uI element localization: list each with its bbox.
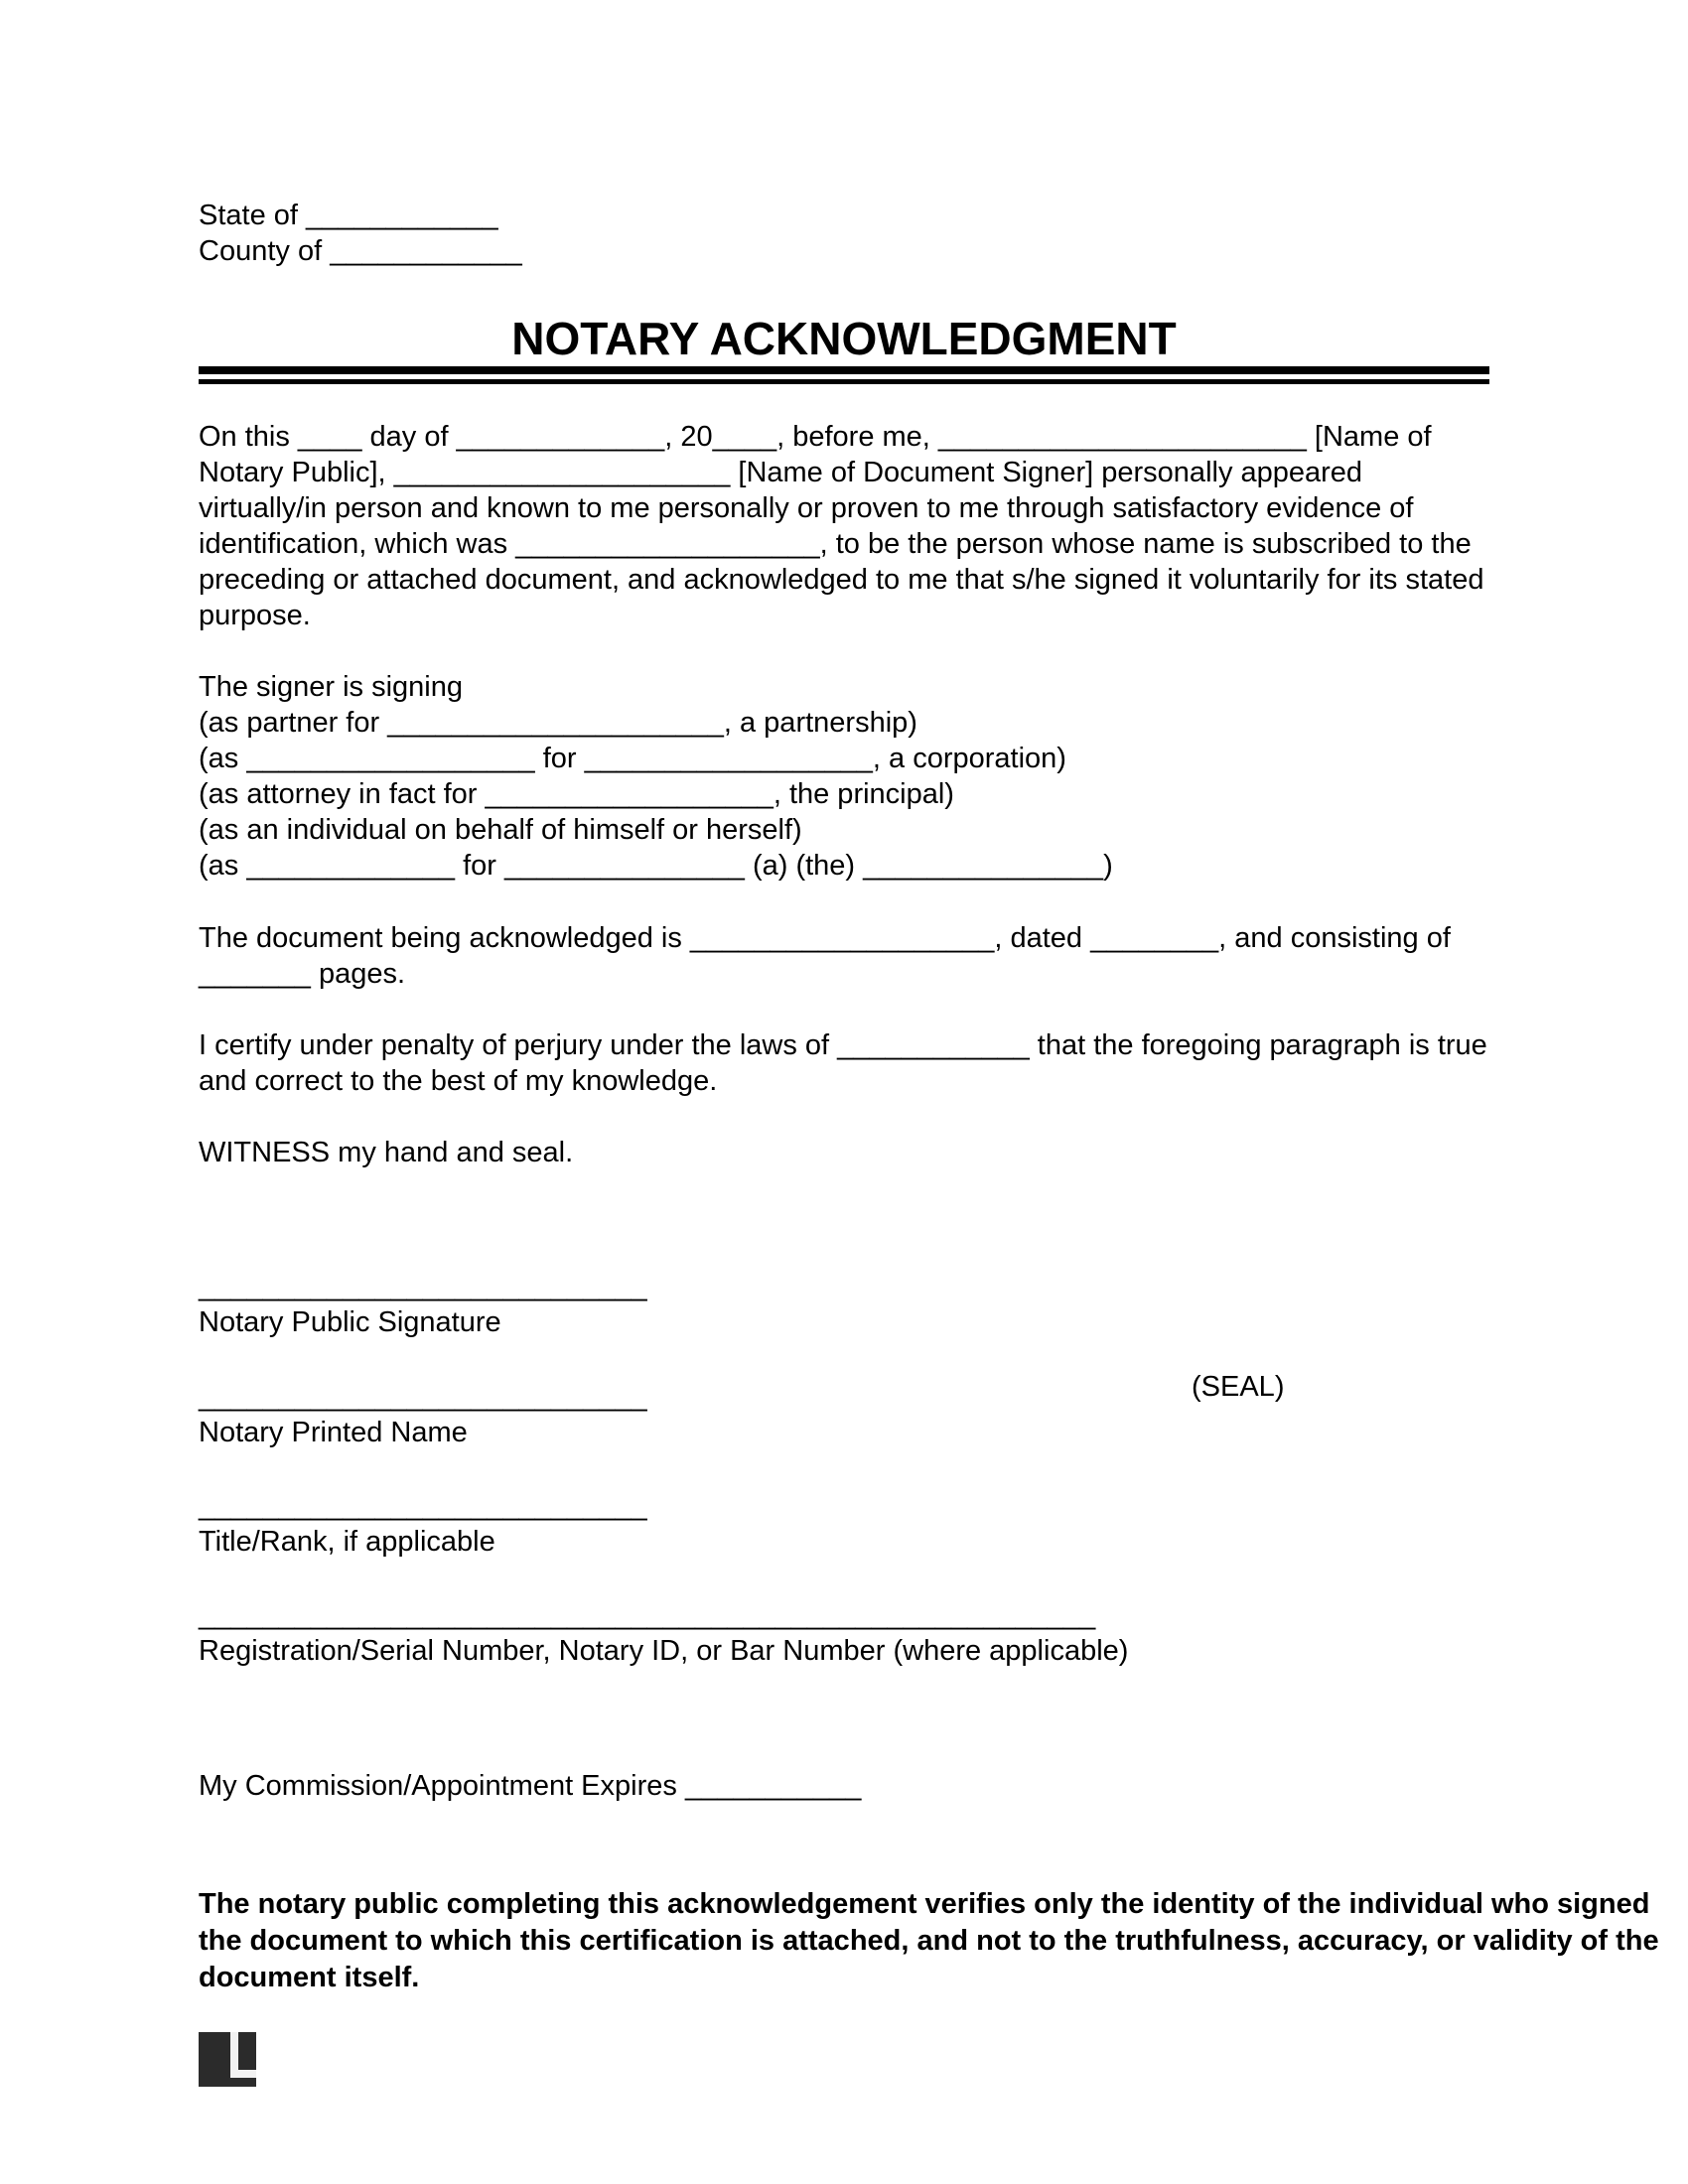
- disclaimer-paragraph: [199, 1886, 1659, 1996]
- registration-number-label: Registration/Serial Number, Notary ID, or Bar Number (where applicable): [199, 1635, 1129, 1667]
- signer-intro: The signer is signing: [199, 671, 463, 703]
- commission-expires-line: [199, 1768, 1489, 1804]
- commission-expires-label: My Commission/Appointment Expires: [199, 1770, 677, 1802]
- signer-option-attorney: (as attorney in fact for __________________, the principal): [199, 778, 954, 810]
- opening-line: identification, which was ___________________, to be the person whose name is subscribed to the: [199, 528, 1472, 560]
- registration-number-line: ________________________________________________________: [199, 1599, 1096, 1631]
- certification-line: and correct to the best of my knowledge.: [199, 1065, 718, 1097]
- opening-line: purpose.: [199, 600, 311, 631]
- notary-printed-name-block: [199, 1371, 1489, 1450]
- county-label: County of: [199, 235, 323, 267]
- document-line: The document being acknowledged is ___________________, dated ________, and consisting of: [199, 922, 1451, 954]
- signer-option-other: (as _____________ for _______________ (a) (the) _______________): [199, 850, 1113, 882]
- title-rank-line: ____________________________: [199, 1490, 647, 1522]
- notary-signature-block: [199, 1269, 1489, 1340]
- commission-expires-blank: ___________: [684, 1770, 862, 1802]
- signer-option-corporation: (as __________________ for __________________, a corporation): [199, 743, 1066, 774]
- legal-templates-logo-icon: [199, 2032, 256, 2087]
- signer-option-individual: (as an individual on behalf of himself or herself): [199, 814, 802, 846]
- title-rank-label: Title/Rank, if applicable: [199, 1526, 495, 1558]
- seal-text: (SEAL): [1192, 1371, 1285, 1403]
- notary-signature-label: Notary Public Signature: [199, 1306, 501, 1338]
- opening-paragraph: [199, 419, 1489, 633]
- opening-line: Notary Public], _____________________ [Name of Document Signer] personally appeared: [199, 457, 1363, 488]
- disclaimer-line: document itself.: [199, 1962, 420, 1993]
- opening-line: virtually/in person and known to me personally or proven to me through satisfactory evidence of: [199, 492, 1414, 524]
- disclaimer-line: The notary public completing this acknowledgement verifies only the identity of the individual who signed: [199, 1888, 1650, 1920]
- signer-section: [199, 669, 1489, 884]
- disclaimer-line: the document to which this certification is attached, and not to the truthfulness, accuracy, or validity of the: [199, 1925, 1659, 1957]
- opening-line: preceding or attached document, and acknowledged to me that s/he signed it voluntarily for its stated: [199, 564, 1484, 596]
- document-line: _______ pages.: [199, 958, 406, 990]
- state-label: State of: [199, 200, 298, 231]
- notary-signature-line: ____________________________: [199, 1271, 647, 1302]
- opening-line: On this ____ day of _____________, 20____, before me, _______________________ [Name of: [199, 421, 1432, 453]
- notary-printed-name-label: Notary Printed Name: [199, 1417, 468, 1448]
- title-rank-block: [199, 1488, 1489, 1560]
- signer-option-partnership: (as partner for _____________________, a partnership): [199, 707, 917, 739]
- document-paragraph: [199, 920, 1489, 992]
- county-line: [199, 233, 1489, 269]
- registration-number-block: [199, 1597, 1489, 1669]
- title-rule-thick: [199, 366, 1489, 374]
- certification-line: I certify under penalty of perjury under the laws of ____________ that the foregoing paragraph is true: [199, 1029, 1487, 1061]
- state-blank: ____________: [306, 200, 498, 231]
- certification-paragraph: [199, 1027, 1489, 1099]
- notary-printed-name-line-row: [199, 1371, 1489, 1415]
- title-rule-thin: [199, 379, 1489, 384]
- state-line: [199, 198, 1489, 233]
- document-content: [199, 0, 1659, 2087]
- page-title: NOTARY ACKNOWLEDGMENT: [511, 313, 1177, 364]
- notary-printed-name-line: ____________________________: [199, 1381, 647, 1413]
- witness-line: WITNESS my hand and seal.: [199, 1137, 574, 1168]
- county-blank: ____________: [330, 235, 522, 267]
